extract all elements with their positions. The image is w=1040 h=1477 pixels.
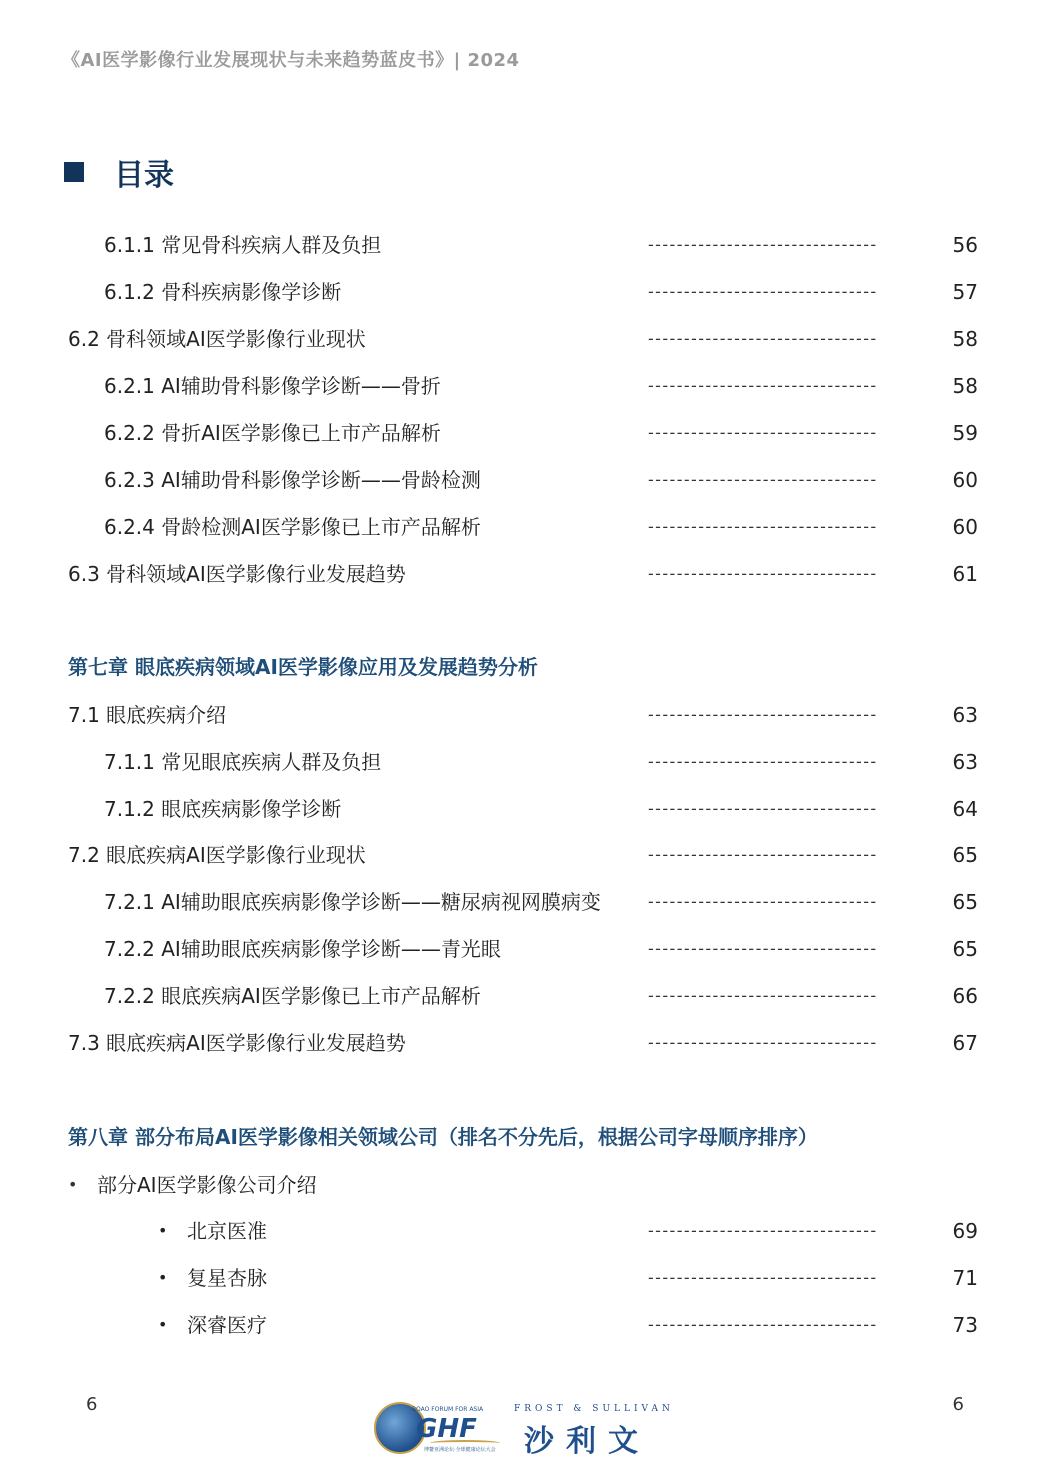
leader-dots: -------------------------------- [648, 845, 878, 864]
toc-entry-label: 6.2.4 骨龄检测AI医学影像已上市产品解析 [104, 515, 481, 539]
company-label: 深睿医疗 [187, 1313, 267, 1337]
toc-entry-page: 65 [952, 843, 978, 867]
toc-entry[interactable] [0, 747, 1040, 777]
toc-entry-label: 7.2 眼底疾病AI医学影像行业现状 [68, 843, 366, 867]
toc-entry-label: 7.1.2 眼底疾病影像学诊断 [104, 797, 342, 821]
toc-entry-page: 61 [952, 562, 978, 586]
leader-dots: -------------------------------- [648, 1033, 878, 1052]
toc-entry[interactable] [0, 465, 1040, 495]
leader-dots: -------------------------------- [648, 752, 878, 771]
company-label: 北京医准 [187, 1219, 267, 1243]
footer-logos [372, 1400, 672, 1458]
toc-entry-page: 60 [952, 468, 978, 492]
toc-entry-page: 60 [952, 515, 978, 539]
bullet-icon: • [158, 1268, 168, 1287]
toc-entry-page: 65 [952, 937, 978, 961]
frost-sullivan-logo-en: FROST & SULLIVAN [514, 1404, 674, 1414]
leader-dots: -------------------------------- [648, 470, 878, 489]
toc-entry-label: 6.2 骨科领域AI医学影像行业现状 [68, 327, 366, 351]
page-number-right: 6 [952, 1394, 964, 1415]
toc-entry[interactable] [0, 981, 1040, 1011]
leader-dots: -------------------------------- [648, 939, 878, 958]
toc-entry[interactable] [0, 277, 1040, 307]
bullet-list-item[interactable] [0, 1170, 1040, 1200]
toc-entry[interactable] [0, 418, 1040, 448]
toc-entry[interactable] [0, 794, 1040, 824]
leader-dots: -------------------------------- [648, 1268, 878, 1287]
leader-dots: -------------------------------- [648, 799, 878, 818]
page-number-left: 6 [86, 1394, 98, 1415]
company-entry[interactable] [0, 1216, 1040, 1246]
leader-dots: -------------------------------- [648, 705, 878, 724]
leader-dots: -------------------------------- [648, 329, 878, 348]
toc-entry-label: 6.2.2 骨折AI医学影像已上市产品解析 [104, 421, 441, 445]
toc-entry-page: 56 [952, 233, 978, 257]
toc-entry-label: 6.2.1 AI辅助骨科影像学诊断——骨折 [104, 374, 441, 398]
toc-heading [64, 150, 174, 194]
toc-entry-page: 58 [952, 327, 978, 351]
toc-entry-page: 64 [952, 797, 978, 821]
leader-dots: -------------------------------- [648, 423, 878, 442]
toc-entry-label: 7.2.2 AI辅助眼底疾病影像学诊断——青光眼 [104, 937, 501, 961]
toc-entry[interactable] [0, 1028, 1040, 1058]
toc-entry-page: 63 [952, 750, 978, 774]
square-bullet-icon [64, 162, 84, 182]
ghf-logo-small-text: BOAO FORUM FOR ASIA [412, 1406, 484, 1413]
toc-entry-page: 69 [952, 1219, 978, 1243]
toc-entry-label: 7.2.2 眼底疾病AI医学影像已上市产品解析 [104, 984, 481, 1008]
leader-dots: -------------------------------- [648, 1221, 878, 1240]
bullet-icon: • [158, 1315, 168, 1334]
frost-sullivan-logo-cn: 沙利文 [524, 1424, 650, 1459]
toc-title: 目录 [114, 158, 174, 193]
leader-dots: -------------------------------- [648, 564, 878, 583]
toc-entry[interactable] [0, 840, 1040, 870]
bullet-icon: • [68, 1175, 78, 1194]
company-entry[interactable] [0, 1310, 1040, 1340]
toc-entry-label: 7.2.1 AI辅助眼底疾病影像学诊断——糖尿病视网膜病变 [104, 890, 601, 914]
toc-entry[interactable] [0, 512, 1040, 542]
toc-entry-page: 66 [952, 984, 978, 1008]
toc-entry-page: 67 [952, 1031, 978, 1055]
toc-entry[interactable] [0, 324, 1040, 354]
toc-entry-label: 6.1.1 常见骨科疾病人群及负担 [104, 233, 382, 257]
toc-entry[interactable] [0, 371, 1040, 401]
toc-entry-page: 63 [952, 703, 978, 727]
toc-entry-label: 6.1.2 骨科疾病影像学诊断 [104, 280, 342, 304]
toc-entry-page: 58 [952, 374, 978, 398]
toc-entry-label: 7.1.1 常见眼底疾病人群及负担 [104, 750, 382, 774]
ghf-logo-subtitle: 博鳌亚洲论坛·全球健康论坛大会 [424, 1447, 496, 1453]
document-header: 《AI医学影像行业发展现状与未来趋势蓝皮书》| 2024 [62, 50, 520, 71]
toc-entry-page: 73 [952, 1313, 978, 1337]
toc-entry-page: 59 [952, 421, 978, 445]
toc-entry[interactable] [0, 887, 1040, 917]
toc-entry-page: 71 [952, 1266, 978, 1290]
toc-entry[interactable] [0, 934, 1040, 964]
toc-entry[interactable] [0, 559, 1040, 589]
toc-entry-label: 6.2.3 AI辅助骨科影像学诊断——骨龄检测 [104, 468, 481, 492]
ghf-logo: GHF [416, 1414, 477, 1444]
chapter-heading[interactable]: 第七章 眼底疾病领域AI医学影像应用及发展趋势分析 [68, 655, 538, 679]
bullet-label: 部分AI医学影像公司介绍 [97, 1173, 317, 1197]
toc-entry[interactable] [0, 230, 1040, 260]
chapter-heading[interactable]: 第八章 部分布局AI医学影像相关领域公司（排名不分先后，根据公司字母顺序排序） [68, 1125, 818, 1149]
leader-dots: -------------------------------- [648, 517, 878, 536]
leader-dots: -------------------------------- [648, 376, 878, 395]
toc-entry-page: 65 [952, 890, 978, 914]
company-label: 复星杏脉 [187, 1266, 267, 1290]
company-entry[interactable] [0, 1263, 1040, 1293]
toc-entry-label: 6.3 骨科领域AI医学影像行业发展趋势 [68, 562, 406, 586]
leader-dots: -------------------------------- [648, 1315, 878, 1334]
leader-dots: -------------------------------- [648, 235, 878, 254]
toc-entry-page: 57 [952, 280, 978, 304]
toc-entry-label: 7.1 眼底疾病介绍 [68, 703, 227, 727]
leader-dots: -------------------------------- [648, 986, 878, 1005]
leader-dots: -------------------------------- [648, 282, 878, 301]
bullet-icon: • [158, 1221, 168, 1240]
leader-dots: -------------------------------- [648, 892, 878, 911]
toc-entry-label: 7.3 眼底疾病AI医学影像行业发展趋势 [68, 1031, 406, 1055]
toc-entry[interactable] [0, 700, 1040, 730]
